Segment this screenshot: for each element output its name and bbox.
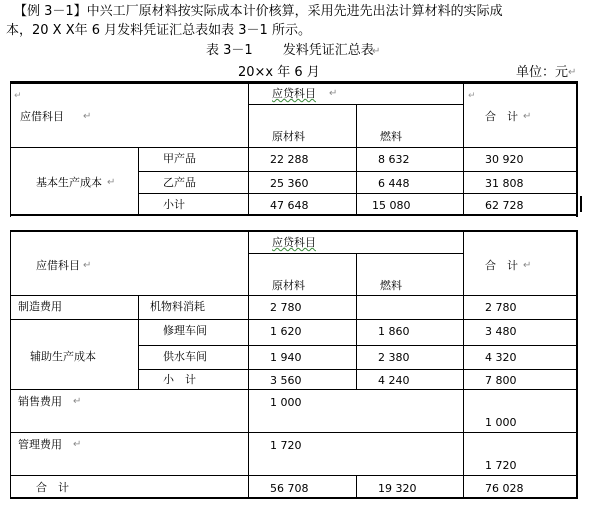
- t2-admin-total: 1 720: [485, 459, 517, 472]
- t1-row-label: 小计: [163, 198, 185, 211]
- table-caption: 表 3－1 发料凭证汇总表: [206, 43, 374, 58]
- cell-marker: ↵: [14, 91, 22, 101]
- t2-admin-label: 管理费用: [18, 438, 62, 451]
- t2-aux-row-fuel: 1 860: [378, 325, 410, 338]
- paragraph-mark: ↵: [568, 67, 577, 78]
- t1-debit-header: 应借科目: [20, 110, 64, 123]
- t2-admin-raw: 1 720: [270, 439, 302, 452]
- intro-line-1: 【例 3－1】中兴工厂原材料按实际成本计价核算，采用先进先出法计算材料的实际成: [14, 4, 503, 19]
- t2-manufacturing-raw: 2 780: [270, 301, 302, 314]
- t2-aux-row-total: 7 800: [485, 374, 517, 387]
- t2-aux-row-label: 修理车间: [163, 324, 207, 337]
- t2-aux-row-label: 供水车间: [163, 350, 207, 363]
- t1-group-label: 基本生产成本: [36, 176, 102, 189]
- table-date: 20×x 年 6 月: [238, 65, 320, 80]
- t1-row-raw: 47 648: [270, 199, 309, 212]
- t2-aux-row-raw: 3 560: [270, 374, 302, 387]
- t2-col-raw: 原材料: [272, 279, 305, 292]
- cell-end-mark: ↵: [83, 260, 92, 271]
- intro-line-2: 本，20 X X年 6 月发料凭证汇总表如表 3－1 所示。: [6, 23, 311, 38]
- t1-col-total: 合 计: [485, 110, 518, 123]
- t2-sales-total: 1 000: [485, 416, 517, 429]
- t2-grand-total-label: 合 计: [36, 481, 69, 494]
- t1-credit-header: 应贷科目: [272, 87, 316, 100]
- t2-aux-row-raw: 1 940: [270, 351, 302, 364]
- cell-marker: ↵: [468, 91, 476, 101]
- table-unit: 单位：元: [516, 65, 569, 80]
- cell-end-mark: ↵: [523, 260, 532, 271]
- t1-row-raw: 25 360: [270, 177, 309, 190]
- t2-aux-row-total: 3 480: [485, 325, 517, 338]
- t1-row-fuel: 15 080: [372, 199, 411, 212]
- t1-row-total: 31 808: [485, 177, 524, 190]
- t1-row-label: 乙产品: [163, 176, 196, 189]
- t2-col-fuel: 燃料: [380, 279, 402, 292]
- t2-aux-row-label: 小 计: [163, 373, 196, 386]
- t2-aux-row-fuel: 4 240: [378, 374, 410, 387]
- t1-col-fuel: 燃料: [380, 130, 402, 143]
- t2-aux-row-raw: 1 620: [270, 325, 302, 338]
- t2-grand-total-total: 76 028: [485, 482, 524, 495]
- t2-credit-header: 应贷科目: [272, 236, 316, 249]
- paragraph-mark: ↵: [372, 46, 381, 57]
- t2-sales-raw: 1 000: [270, 396, 302, 409]
- t2-debit-header: 应借科目: [36, 259, 80, 272]
- t1-row-total: 62 728: [485, 199, 524, 212]
- t1-row-label: 甲产品: [163, 152, 196, 165]
- t2-grand-total-fuel: 19 320: [378, 482, 417, 495]
- t2-aux-group: 辅助生产成本: [30, 350, 96, 363]
- cell-end-mark: ↵: [329, 88, 338, 99]
- cell-end-mark: ↵: [523, 111, 532, 122]
- cell-end-mark: ↵: [83, 111, 92, 122]
- t2-manufacturing-group: 制造费用: [18, 300, 62, 313]
- t2-col-total: 合 计: [485, 259, 518, 272]
- cell-end-mark: ↵: [107, 177, 116, 188]
- cell-end-mark: ↵: [73, 439, 82, 450]
- t1-row-fuel: 6 448: [378, 177, 410, 190]
- t2-manufacturing-total: 2 780: [485, 301, 517, 314]
- t1-col-raw: 原材料: [272, 130, 305, 143]
- t2-aux-row-fuel: 2 380: [378, 351, 410, 364]
- t1-row-fuel: 8 632: [378, 153, 410, 166]
- t2-manufacturing-label: 机物料消耗: [150, 300, 205, 313]
- t2-aux-row-total: 4 320: [485, 351, 517, 364]
- t2-sales-label: 销售费用: [18, 395, 62, 408]
- t1-row-raw: 22 288: [270, 153, 309, 166]
- cell-end-mark: ↵: [73, 396, 82, 407]
- t1-row-total: 30 920: [485, 153, 524, 166]
- t2-grand-total-raw: 56 708: [270, 482, 309, 495]
